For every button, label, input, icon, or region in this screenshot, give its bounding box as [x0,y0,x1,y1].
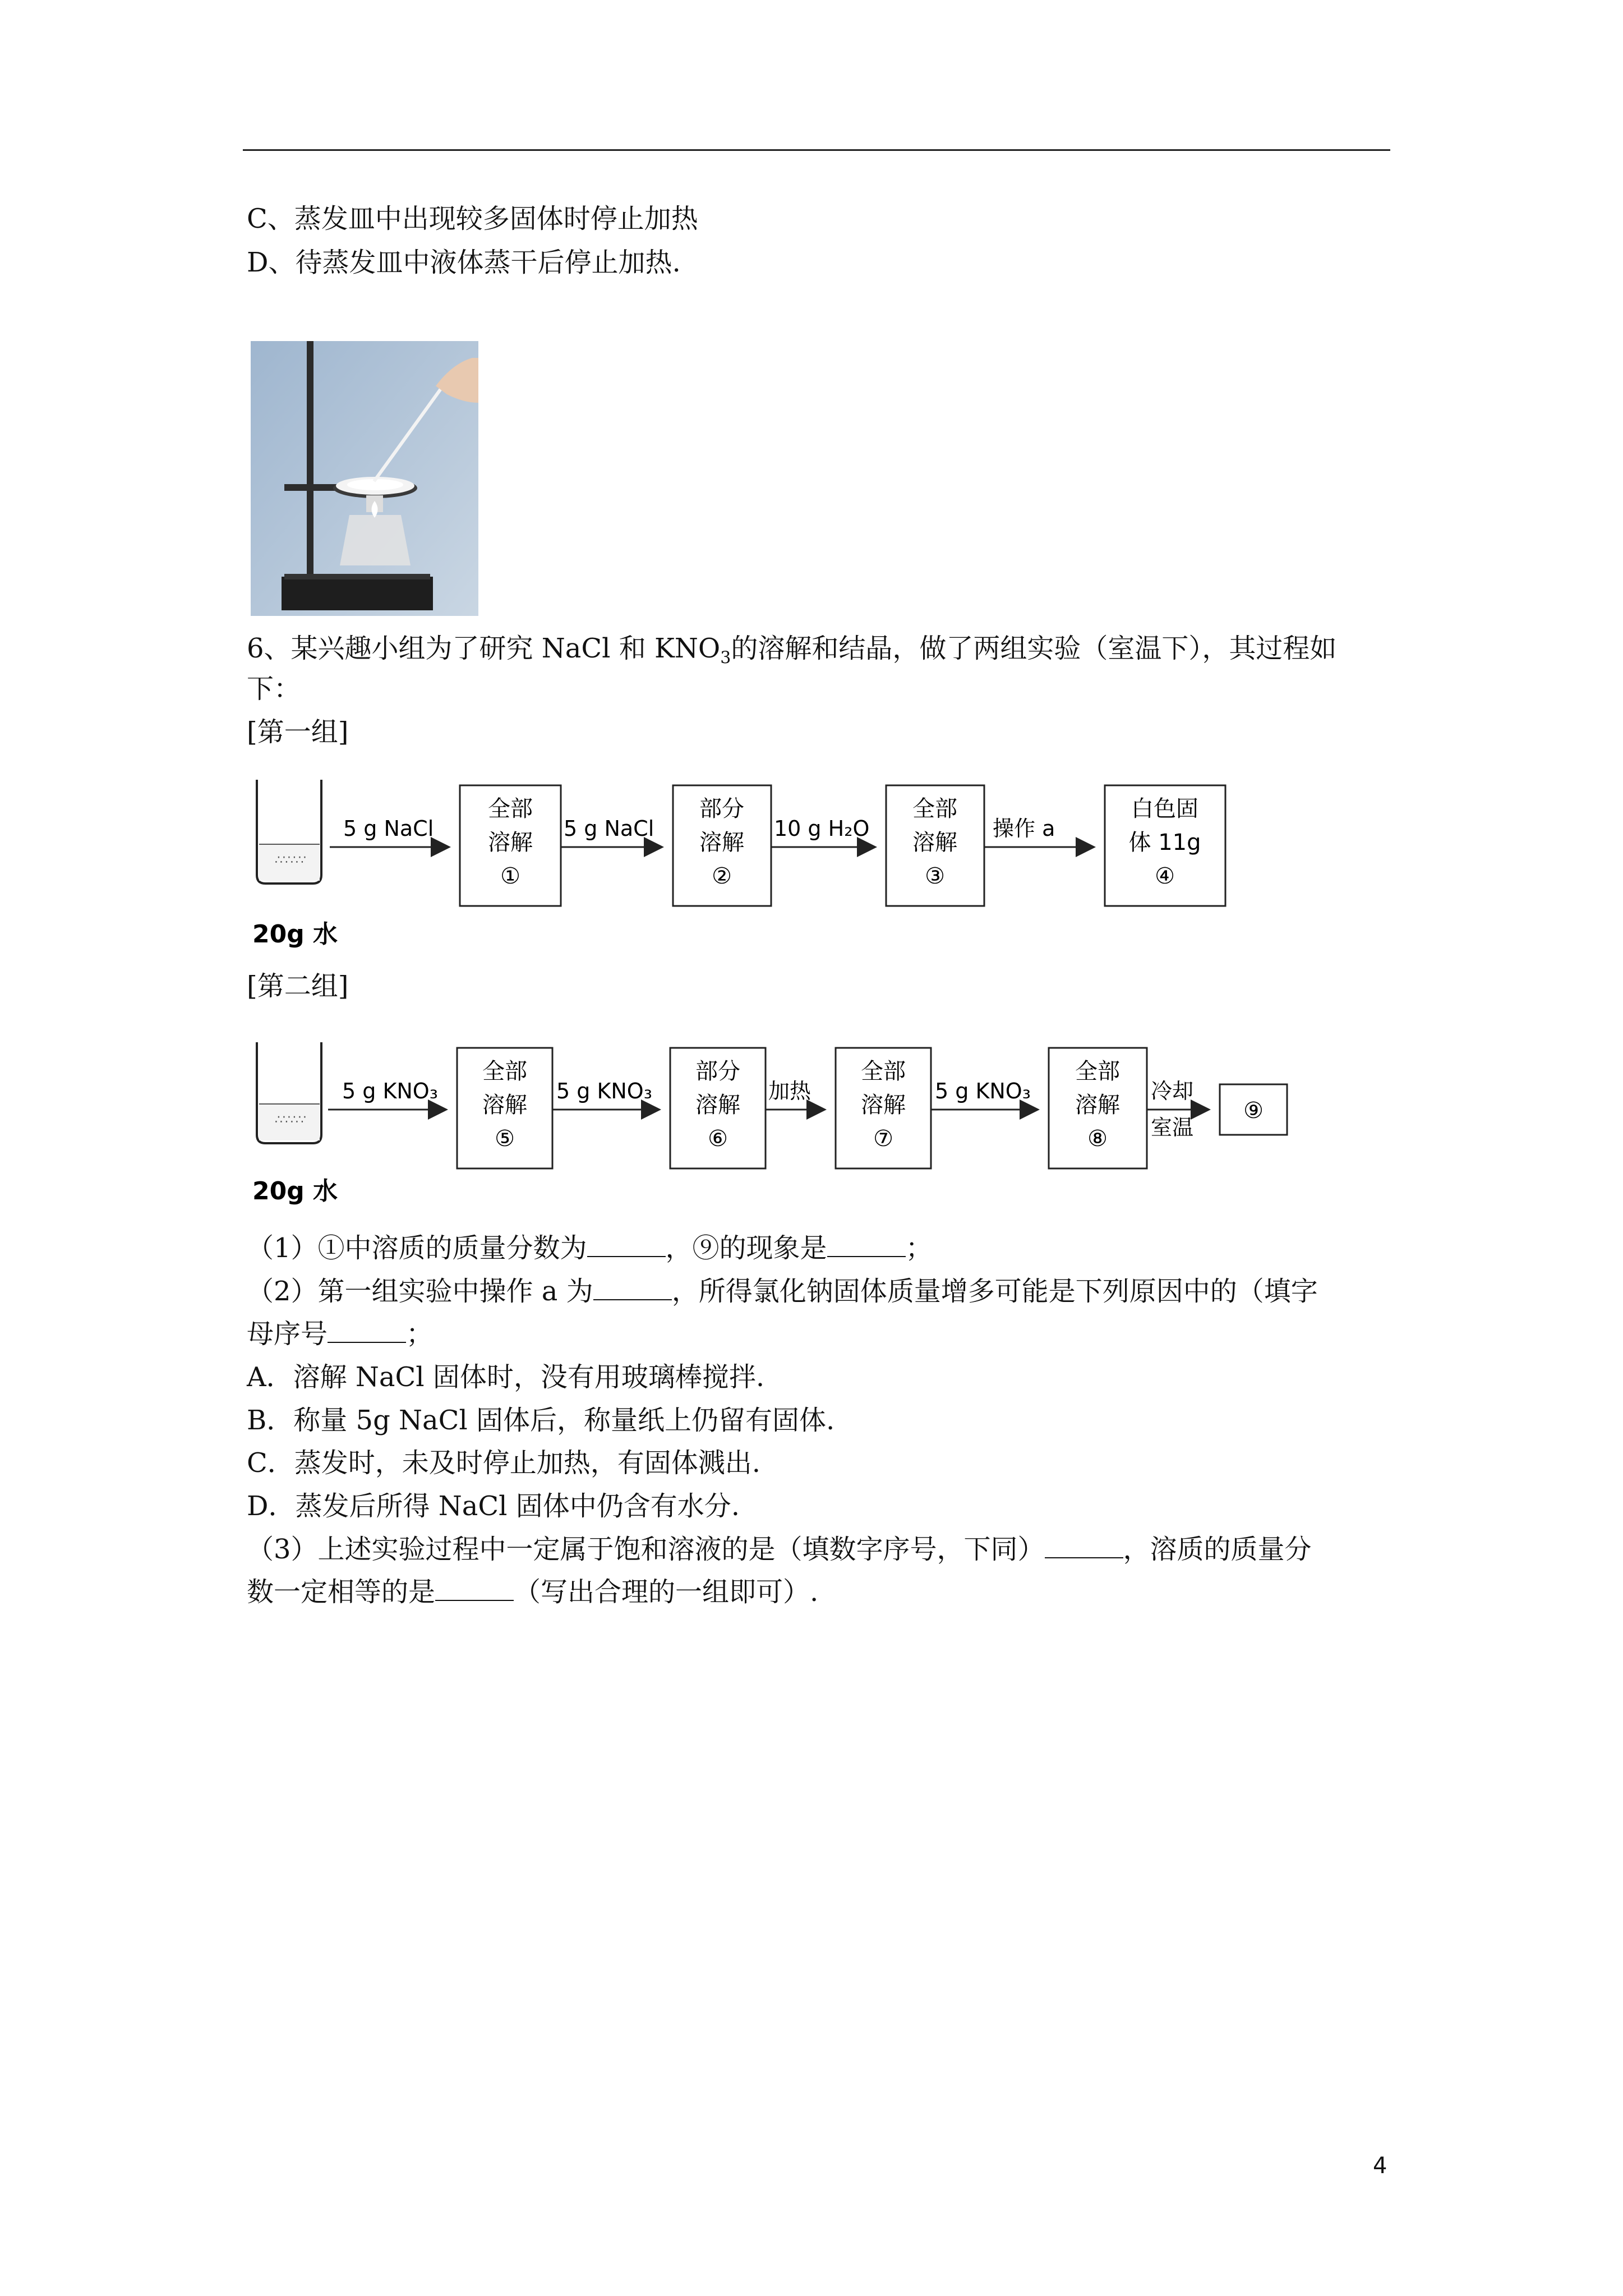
part-2-text-a: （2）第一组实验中操作 a 为 [247,1276,593,1307]
option-b: B．称量 5g NaCl 固体后，称量纸上仍留有固体. [247,1405,835,1436]
evaporation-apparatus-photo [251,341,478,616]
part-2-text-b: ，所得氯化钠固体质量增多可能是下列原因中的（填字 [671,1276,1318,1307]
arrow-4-label: 操作 a [993,816,1055,841]
part-3-line-2 [247,1575,818,1609]
beaker-icon [257,780,321,884]
answer-blank[interactable] [587,1234,666,1257]
box-7-line-1: 全部 [861,1059,906,1084]
part-2-text-c: 母序号 [247,1318,328,1350]
part-1-text-c: ； [905,1232,933,1264]
svg-text:∴∵∴∵: ∴∵∴∵ [275,853,306,867]
box-7-line-2: 溶解 [861,1092,906,1118]
question-6-subscript: 3 [720,648,731,668]
box-8-line-2: 溶解 [1075,1092,1120,1118]
box-2-line-1: 部分 [699,796,744,822]
box-5-line-1: 全部 [482,1059,527,1084]
arrow-3-label: 10 g H₂O [774,816,870,841]
answer-blank[interactable] [827,1234,906,1257]
part-2-line-1 [247,1274,1318,1308]
arrow-3-label: 加热 [768,1079,811,1103]
box-2-line-2: 溶解 [699,830,744,855]
part-2-line-2 [247,1317,433,1351]
box-4-number: ④ [1155,863,1175,889]
box-5-number: ⑤ [495,1126,515,1152]
box-1-number: ① [500,863,520,889]
box-9-number: ⑨ [1243,1098,1264,1124]
option-a: A．溶解 NaCl 固体时，没有用玻璃棒搅拌. [247,1361,765,1393]
part-3-text-a: （3）上述实验过程中一定属于饱和溶液的是（填数字序号，下同） [247,1534,1045,1565]
group-1-flow-diagram [247,774,1301,954]
box-3-line-1: 全部 [912,796,957,822]
box-5-line-2: 溶解 [482,1092,527,1118]
box-4-line-1: 白色固 [1131,796,1198,822]
box-8-line-1: 全部 [1075,1059,1120,1084]
option-d-line: D、待蒸发皿中液体蒸干后停止加热. [247,247,681,278]
part-3-text-d: （写出合理的一组即可）. [514,1576,819,1608]
beaker-icon [257,1042,321,1143]
box-6-line-1: 部分 [695,1059,740,1084]
option-d: D．蒸发后所得 NaCl 固体中仍含有水分. [247,1490,740,1522]
group-2-heading: [第二组] [247,970,349,1002]
box-3-number: ③ [925,863,945,889]
box-3-line-2: 溶解 [912,830,957,855]
option-c: C．蒸发时，未及时停止加热，有固体溅出. [247,1447,760,1479]
box-1-line-1: 全部 [488,796,533,822]
arrow-1-label: 5 g KNO₃ [342,1079,438,1103]
arrow-2-label: 5 g NaCl [564,816,654,841]
arrow-1-label: 5 g NaCl [343,816,434,841]
answer-blank[interactable] [435,1577,514,1601]
part-3-text-c: 数一定相等的是 [247,1576,436,1608]
box-6-line-2: 溶解 [695,1092,740,1118]
box-2-number: ② [712,863,732,889]
header-rule [243,149,1390,151]
question-6-text-a: 6、某兴趣小组为了研究 NaCl 和 KNO [247,633,721,664]
answer-blank[interactable] [328,1319,406,1343]
part-3-line-1 [247,1533,1312,1566]
part-1-text-a: （1）①中溶质的质量分数为 [247,1232,587,1264]
question-6-text-b: 的溶解和结晶，做了两组实验（室温下），其过程如 [731,633,1337,664]
box-1-line-2: 溶解 [488,830,533,855]
arrow-5-label-2: 室温 [1151,1115,1194,1140]
option-c-line: C、蒸发皿中出现较多固体时停止加热 [247,203,698,234]
page-number: 4 [1373,2153,1387,2179]
group-2-flow-diagram [247,1037,1301,1216]
answer-blank[interactable] [593,1277,672,1300]
box-7-number: ⑦ [873,1126,893,1152]
part-3-text-b: ，溶质的质量分 [1123,1534,1312,1565]
beaker-label: 20g 水 [252,1177,338,1205]
part-1-line [247,1231,933,1265]
question-6-line-2: 下： [247,673,301,705]
answer-blank[interactable] [1045,1535,1123,1558]
question-6-line-1 [247,632,1336,675]
group-1-heading: [第一组] [247,716,349,748]
part-1-text-b: ，⑨的现象是 [665,1232,827,1264]
arrow-4-label: 5 g KNO₃ [935,1079,1031,1103]
box-4-line-2: 体 11g [1128,830,1201,855]
svg-text:∴∵∴∵: ∴∵∴∵ [275,1113,306,1127]
part-2-text-d: ； [406,1318,434,1350]
box-6-number: ⑥ [708,1126,728,1152]
arrow-5-label-1: 冷却 [1151,1079,1194,1103]
arrow-2-label: 5 g KNO₃ [556,1079,652,1103]
box-8-number: ⑧ [1087,1126,1108,1152]
beaker-label: 20g 水 [252,920,338,949]
